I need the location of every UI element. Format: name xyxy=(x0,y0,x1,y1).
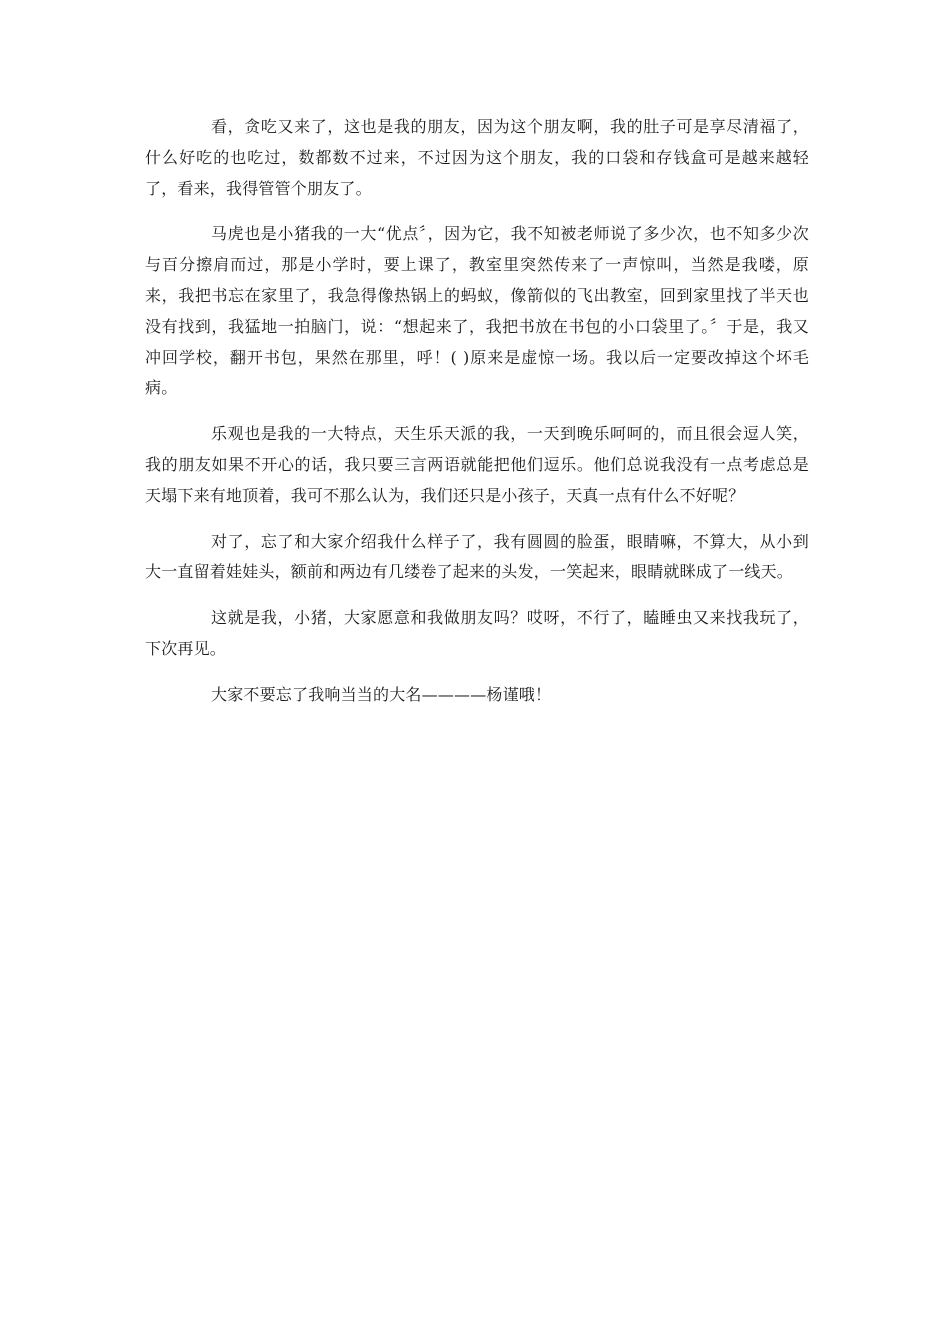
paragraph-carelessness: 马虎也是小猪我的一大“优点〞，因为它，我不知被老师说了多少次，也不知多少次与百分擦肩而过，那是小学时，要上课了，教室里突然传来了一声惊叫，当然是我喽，原来，我把书忘在家里了，我急得像热锅上的蚂蚁，像箭似的飞出教室，回到家里找了半天也没有找到，我猛地一拍脑门，说：“想起来了，我把书放在书包的小口袋里了。〞于是，我又冲回学校，翻开书包，果然在那里，呼！( )原来是虚惊一场。我以后一定要改掉这个坏毛病。 xyxy=(145,224,809,398)
document-page xyxy=(145,112,809,726)
paragraph-gluttony: 看，贪吃又来了，这也是我的朋友，因为这个朋友啊，我的肚子可是享尽清福了，什么好吃的也吃过，数都数不过来，不过因为这个朋友，我的口袋和存钱盒可是越来越轻了，看来，我得管管个朋友了。 xyxy=(145,117,809,198)
paragraph-farewell: 这就是我，小猪，大家愿意和我做朋友吗？哎呀，不行了，瞌睡虫又来找我玩了，下次再见。 xyxy=(145,608,809,658)
paragraph-optimism: 乐观也是我的一大特点，天生乐天派的我，一天到晚乐呵呵的，而且很会逗人笑，我的朋友如果不开心的话，我只要三言两语就能把他们逗乐。他们总说我没有一点考虑总是天塌下来有地顶着，我可不那么认为，我们还只是小孩子，天真一点有什么不好呢？ xyxy=(145,424,809,505)
paragraph-appearance: 对了，忘了和大家介绍我什么样子了，我有圆圆的脸蛋，眼睛嘛，不算大，从小到大一直留着娃娃头，额前和两边有几缕卷了起来的头发，一笑起来，眼睛就眯成了一线天。 xyxy=(145,531,809,582)
paragraph-signature: 大家不要忘了我响当当的大名————杨谨哦！ xyxy=(211,684,552,704)
